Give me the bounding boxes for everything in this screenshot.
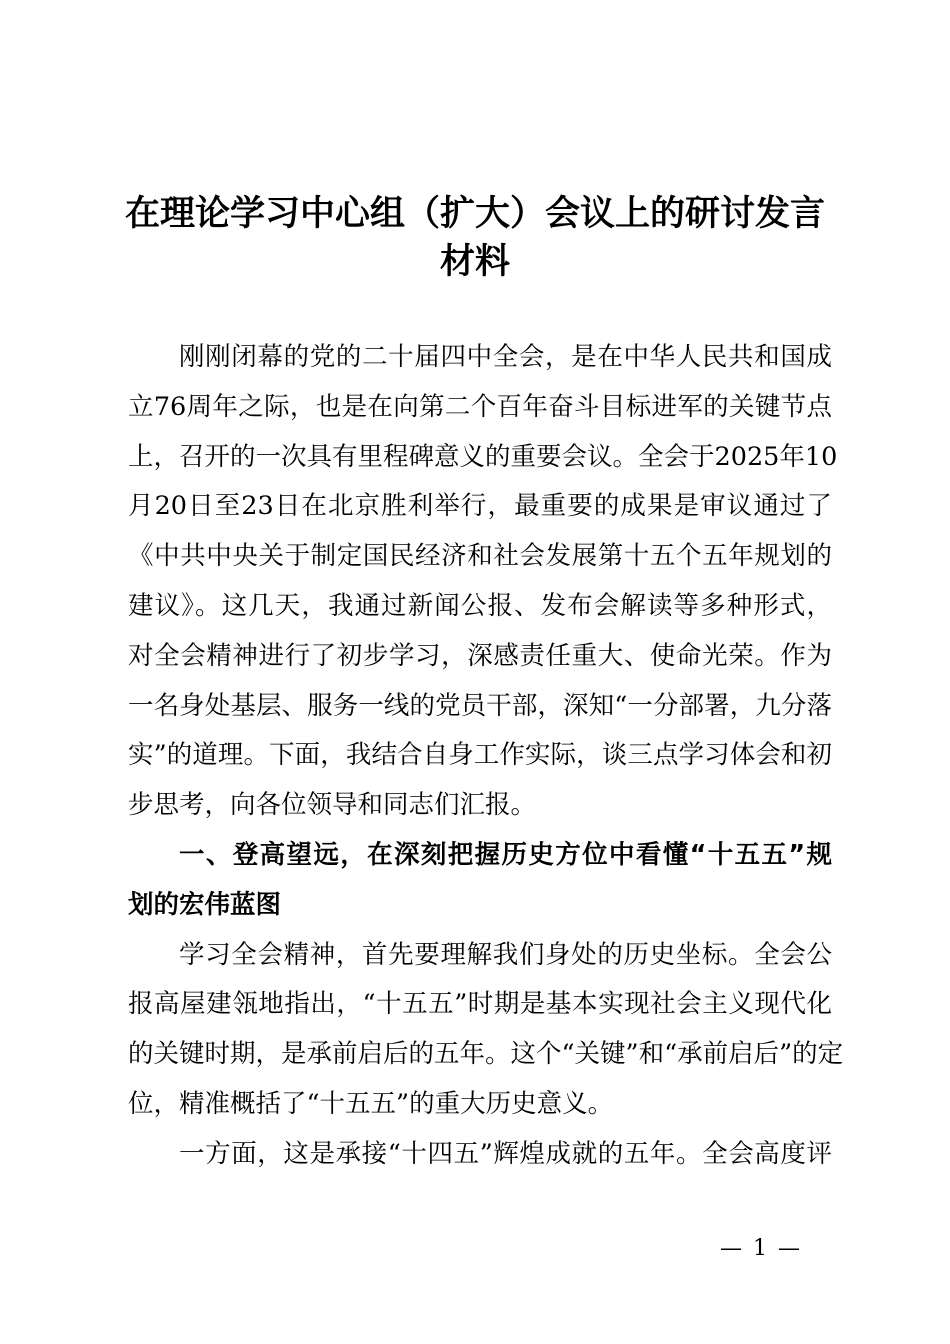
paragraph-line: 报高屋建瓴地指出，“十五五”时期是基本实现社会主义现代化 xyxy=(128,989,832,1020)
document-title-line-2: 材料 xyxy=(439,242,510,282)
section-heading-line: 一、登高望远，在深刻把握历史方位中看懂“十五五”规 xyxy=(179,839,832,870)
paragraph-line: 位，精准概括了“十五五”的重大历史意义。 xyxy=(128,1088,614,1119)
document-title-line-1: 在理论学习中心组（扩大）会议上的研讨发言 xyxy=(124,194,825,234)
paragraph-line: 一名身处基层、服务一线的党员干部，深知“一分部署，九分落 xyxy=(128,690,832,721)
paragraph-line: 对全会精神进行了初步学习，深感责任重大、使命光荣。作为 xyxy=(128,640,832,671)
paragraph-line: 一方面，这是承接“十四五”辉煌成就的五年。全会高度评 xyxy=(179,1138,832,1169)
paragraph-line: 的关键时期，是承前启后的五年。这个“关键”和“承前启后”的定 xyxy=(128,1039,844,1070)
paragraph-line: 立76周年之际，也是在向第二个百年奋斗目标进军的关键节点 xyxy=(128,391,832,422)
paragraph-line: 建议》。这几天，我通过新闻公报、发布会解读等多种形式， xyxy=(128,590,832,621)
paragraph-line: 上，召开的一次具有里程碑意义的重要会议。全会于2025年10 xyxy=(128,441,838,472)
paragraph-line: 《中共中央关于制定国民经济和社会发展第十五个五年规划的 xyxy=(128,541,832,572)
document-body xyxy=(128,333,844,1180)
paragraph-line: 学习全会精神，首先要理解我们身处的历史坐标。全会公 xyxy=(179,939,832,970)
section-heading-line: 划的宏伟蓝图 xyxy=(128,889,282,920)
paragraph-line: 实”的道理。下面，我结合自身工作实际，谈三点学习体会和初 xyxy=(128,740,832,771)
paragraph-line: 月20日至23日在北京胜利举行，最重要的成果是审议通过了 xyxy=(128,491,832,522)
page-number: — 1 — xyxy=(720,1236,802,1261)
paragraph-line: 刚刚闭幕的党的二十届四中全会，是在中华人民共和国成 xyxy=(179,342,832,372)
paragraph-line: 步思考，向各位领导和同志们汇报。 xyxy=(128,790,537,821)
